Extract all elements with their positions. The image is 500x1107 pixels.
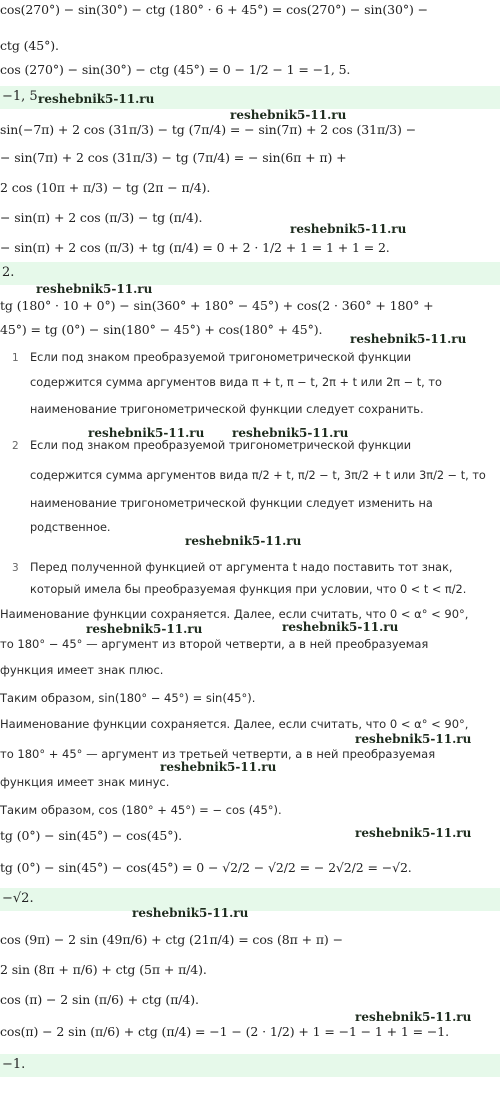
answer-value: −√2. — [2, 891, 34, 906]
watermark: reshebnik5-11.ru — [38, 92, 155, 106]
answer-box — [0, 1054, 500, 1077]
solution-line: cos (270°) − sin(30°) − ctg (45°) = 0 − 1/2 − 1 = −1, 5. — [0, 62, 351, 77]
solution-line: tg (180° · 10 + 0°) − sin(360° + 180° − 45°) + cos(2 · 360° + 180° + — [0, 298, 434, 313]
solution-line: ctg (45°). — [0, 38, 59, 53]
solution-line: sin(−7π) + 2 cos (31π/3) − tg (7π/4) = − sin(7π) + 2 cos (31π/3) − — [0, 122, 417, 137]
rule-number: 2 — [12, 440, 19, 452]
rule-text: Если под знаком преобразуемой тригонометрической функции — [30, 351, 412, 364]
rule-text: наименование тригонометрической функции следует сохранить. — [30, 403, 424, 416]
paragraph: Наименование функции сохраняется. Далее, если считать, что 0 < α° < 90°, — [0, 607, 469, 621]
paragraph: функция имеет знак плюс. — [0, 663, 164, 677]
paragraph: Таким образом, sin(180° − 45°) = sin(45°). — [0, 691, 256, 705]
solution-line: cos(270°) − sin(30°) − ctg (180° · 6 + 45°) = cos(270°) − sin(30°) − — [0, 2, 428, 17]
watermark: reshebnik5-11.ru — [282, 620, 399, 634]
answer-box — [0, 888, 500, 911]
solution-line: tg (0°) − sin(45°) − cos(45°). — [0, 828, 182, 843]
solution-line: 45°) = tg (0°) − sin(180° − 45°) + cos(180° + 45°). — [0, 322, 323, 337]
solution-line: cos (π) − 2 sin (π/6) + ctg (π/4). — [0, 992, 199, 1007]
rule-number: 3 — [12, 562, 19, 574]
rule-number: 1 — [12, 352, 19, 364]
paragraph: то 180° − 45° — аргумент из второй четверти, а в ней преобразуемая — [0, 637, 429, 651]
watermark: reshebnik5-11.ru — [350, 332, 467, 346]
watermark: reshebnik5-11.ru — [355, 1010, 472, 1024]
rule-text: содержится сумма аргументов вида π/2 + t, π/2 − t, 3π/2 + t или 3π/2 − t, то — [30, 469, 486, 482]
answer-value: −1. — [2, 1057, 26, 1072]
paragraph: функция имеет знак минус. — [0, 775, 170, 789]
solution-line: − sin(7π) + 2 cos (31π/3) − tg (7π/4) = − sin(6π + π) + — [0, 150, 347, 165]
watermark: reshebnik5-11.ru — [36, 282, 153, 296]
solution-line: 2 cos (10π + π/3) − tg (2π − π/4). — [0, 180, 211, 195]
paragraph: Таким образом, cos (180° + 45°) = − cos (45°). — [0, 803, 282, 817]
watermark: reshebnik5-11.ru — [132, 906, 249, 920]
watermark: reshebnik5-11.ru — [355, 732, 472, 746]
solution-line: cos (9π) − 2 sin (49π/6) + ctg (21π/4) = cos (8π + π) − — [0, 932, 343, 947]
answer-value: 2. — [2, 265, 15, 280]
solution-line: cos(π) − 2 sin (π/6) + ctg (π/4) = −1 − (2 · 1/2) + 1 = −1 − 1 + 1 = −1. — [0, 1024, 449, 1039]
paragraph: Наименование функции сохраняется. Далее, если считать, что 0 < α° < 90°, — [0, 717, 469, 731]
solution-line: 2 sin (8π + π/6) + ctg (5π + π/4). — [0, 962, 207, 977]
watermark: reshebnik5-11.ru — [88, 426, 205, 440]
paragraph: то 180° + 45° — аргумент из третьей четверти, а в ней преобразуемая — [0, 747, 436, 761]
watermark: reshebnik5-11.ru — [230, 108, 347, 122]
rule-text: наименование тригонометрической функции следует изменить на — [30, 497, 433, 510]
rule-text: который имела бы преобразуемая функция при условии, что 0 < t < π/2. — [30, 583, 467, 596]
watermark: reshebnik5-11.ru — [86, 622, 203, 636]
answer-value: −1, 5. — [2, 89, 42, 104]
rule-text: содержится сумма аргументов вида π + t, π − t, 2π + t или 2π − t, то — [30, 376, 442, 389]
rule-text: Перед полученной функцией от аргумента t надо поставить тот знак, — [30, 561, 453, 574]
watermark: reshebnik5-11.ru — [160, 760, 277, 774]
watermark: reshebnik5-11.ru — [185, 534, 302, 548]
watermark: reshebnik5-11.ru — [232, 426, 349, 440]
rule-text: родственное. — [30, 521, 111, 534]
solution-line: − sin(π) + 2 cos (π/3) − tg (π/4). — [0, 210, 203, 225]
solution-line: − sin(π) + 2 cos (π/3) + tg (π/4) = 0 + 2 · 1/2 + 1 = 1 + 1 = 2. — [0, 240, 390, 255]
watermark: reshebnik5-11.ru — [290, 222, 407, 236]
rule-text: Если под знаком преобразуемой тригонометрической функции — [30, 439, 412, 452]
solution-line: tg (0°) − sin(45°) − cos(45°) = 0 − √2/2 − √2/2 = − 2√2/2 = −√2. — [0, 860, 412, 875]
watermark: reshebnik5-11.ru — [355, 826, 472, 840]
